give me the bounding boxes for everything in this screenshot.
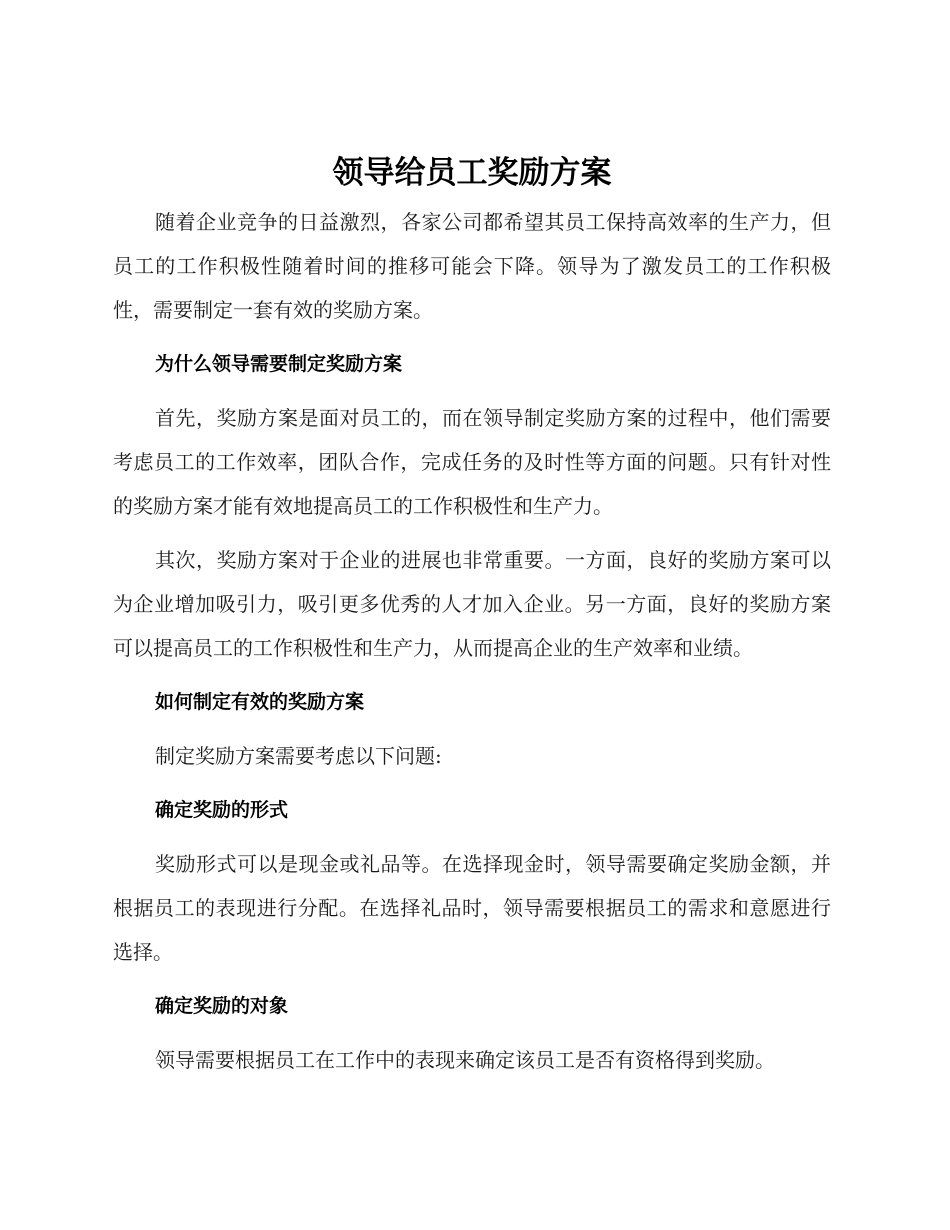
subheading-reward-form: 确定奖励的形式	[155, 799, 289, 821]
why-paragraph-first: 首先，奖励方案是面对员工的，而在领导制定奖励方案的过程中，他们需要考虑员工的工作效率，团队合作，完成任务的及时性等方面的问题。只有针对性的奖励方案才能有效地提高员工的工作积极性和生产力。	[113, 406, 831, 518]
how-intro-paragraph: 制定奖励方案需要考虑以下问题:	[155, 744, 442, 768]
subheading-reward-target: 确定奖励的对象	[155, 995, 289, 1017]
reward-target-paragraph: 领导需要根据员工在工作中的表现来确定该员工是否有资格得到奖励。	[155, 1048, 775, 1072]
intro-paragraph: 随着企业竞争的日益激烈，各家公司都希望其员工保持高效率的生产力，但员工的工作积极性随着时间的推移可能会下降。领导为了激发员工的工作积极性，需要制定一套有效的奖励方案。	[113, 210, 831, 322]
section-heading-how: 如何制定有效的奖励方案	[155, 691, 365, 713]
why-paragraph-second: 其次，奖励方案对于企业的进展也非常重要。一方面，良好的奖励方案可以为企业增加吸引力，吸引更多优秀的人才加入企业。另一方面，良好的奖励方案可以提高员工的工作积极性和生产力，从而提高企业的生产效率和业绩。	[113, 548, 831, 660]
document-title: 领导给员工奖励方案	[332, 155, 612, 191]
reward-form-paragraph: 奖励形式可以是现金或礼品等。在选择现金时，领导需要确定奖励金额，并根据员工的表现进行分配。在选择礼品时，领导需要根据员工的需求和意愿进行选择。	[113, 852, 831, 964]
section-heading-why: 为什么领导需要制定奖励方案	[155, 353, 403, 375]
document-body	[113, 150, 831, 1082]
